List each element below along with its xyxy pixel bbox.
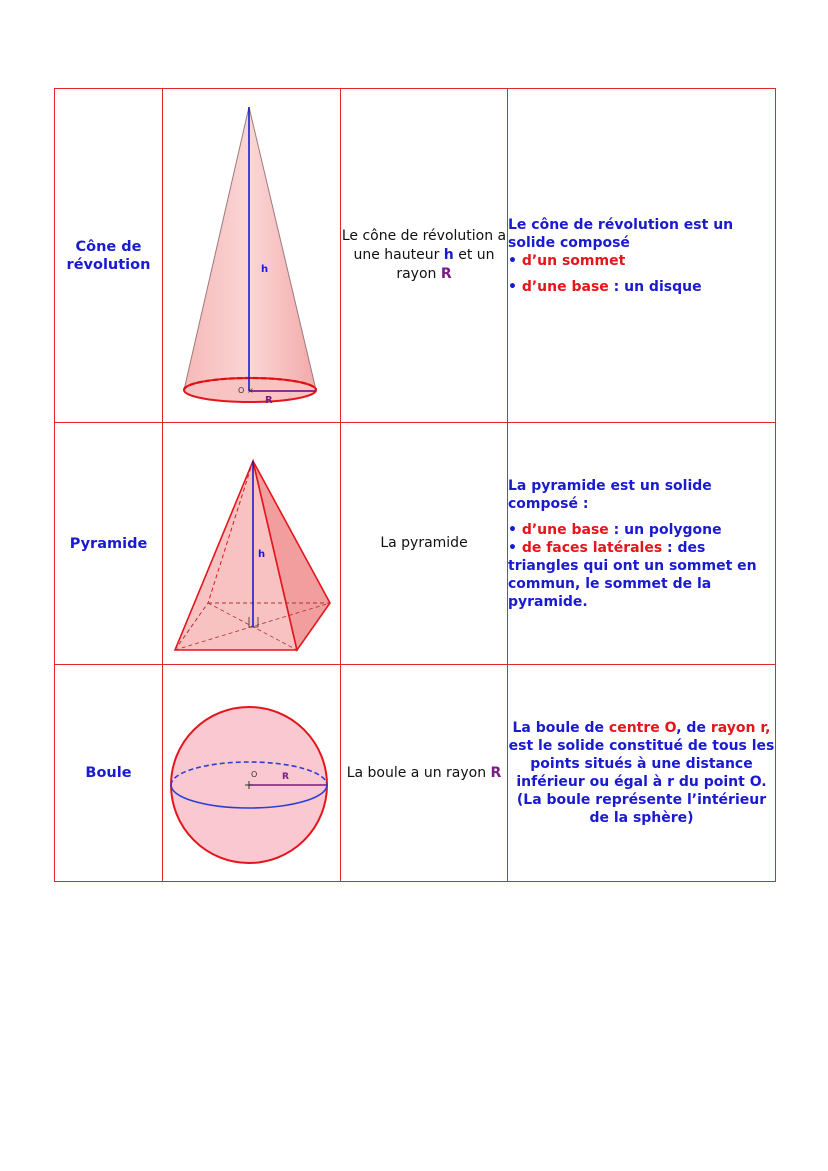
desc-text: La boule a un rayon [346,764,491,781]
svg-text:×: × [247,386,254,395]
definition-bullet: • de faces latérales : des triangles qui ont un sommet en commun, le sommet de la pyramide. [508,539,757,610]
definition-bullet: • d’un sommet [508,252,626,269]
desc-text: et un rayon [396,247,495,282]
cone-figure [163,89,341,422]
radius-label: R [282,772,289,782]
solid-description: La pyramide [341,423,508,665]
definition-bullet: • d’une base : un polygone [508,521,722,538]
desc-text: Le cône de révolution a une hauteur [341,228,507,263]
table-row [55,89,776,423]
height-label: h [258,549,266,560]
pyramid-figure-cell [163,423,341,665]
solid-name: Cône de révolution [55,89,163,423]
solid-name: Pyramide [55,423,163,665]
solids-table [54,88,776,882]
sphere-figure [163,665,341,881]
definition-intro: Le cône de révolution est un solide composé [508,216,734,251]
solid-description [341,665,508,882]
radius-symbol: R [440,266,452,282]
table-row [55,423,776,665]
definition-intro: La pyramide est un solide composé : [508,477,712,512]
solid-description [341,89,508,423]
radius-label: R [265,395,273,406]
pyramid-figure [163,423,341,664]
height-symbol: h [443,247,454,263]
solid-definition [508,423,776,665]
cone-figure-cell [163,89,341,423]
center-label: O [238,386,245,395]
definition-bullet: • d’une base : un disque [508,278,702,295]
radius-symbol: R [490,764,502,781]
solid-definition: La boule de centre O, de rayon r, est le solide constitué de tous les points situés à une distance inférieur ou égal à r du point O. (La boule représente l’intérieur de la sphère) [508,665,776,882]
solid-definition [508,89,776,423]
height-label: h [261,264,269,275]
table-row [55,665,776,882]
center-label: O [251,770,258,779]
solid-name: Boule [55,665,163,882]
sphere-figure-cell [163,665,341,882]
